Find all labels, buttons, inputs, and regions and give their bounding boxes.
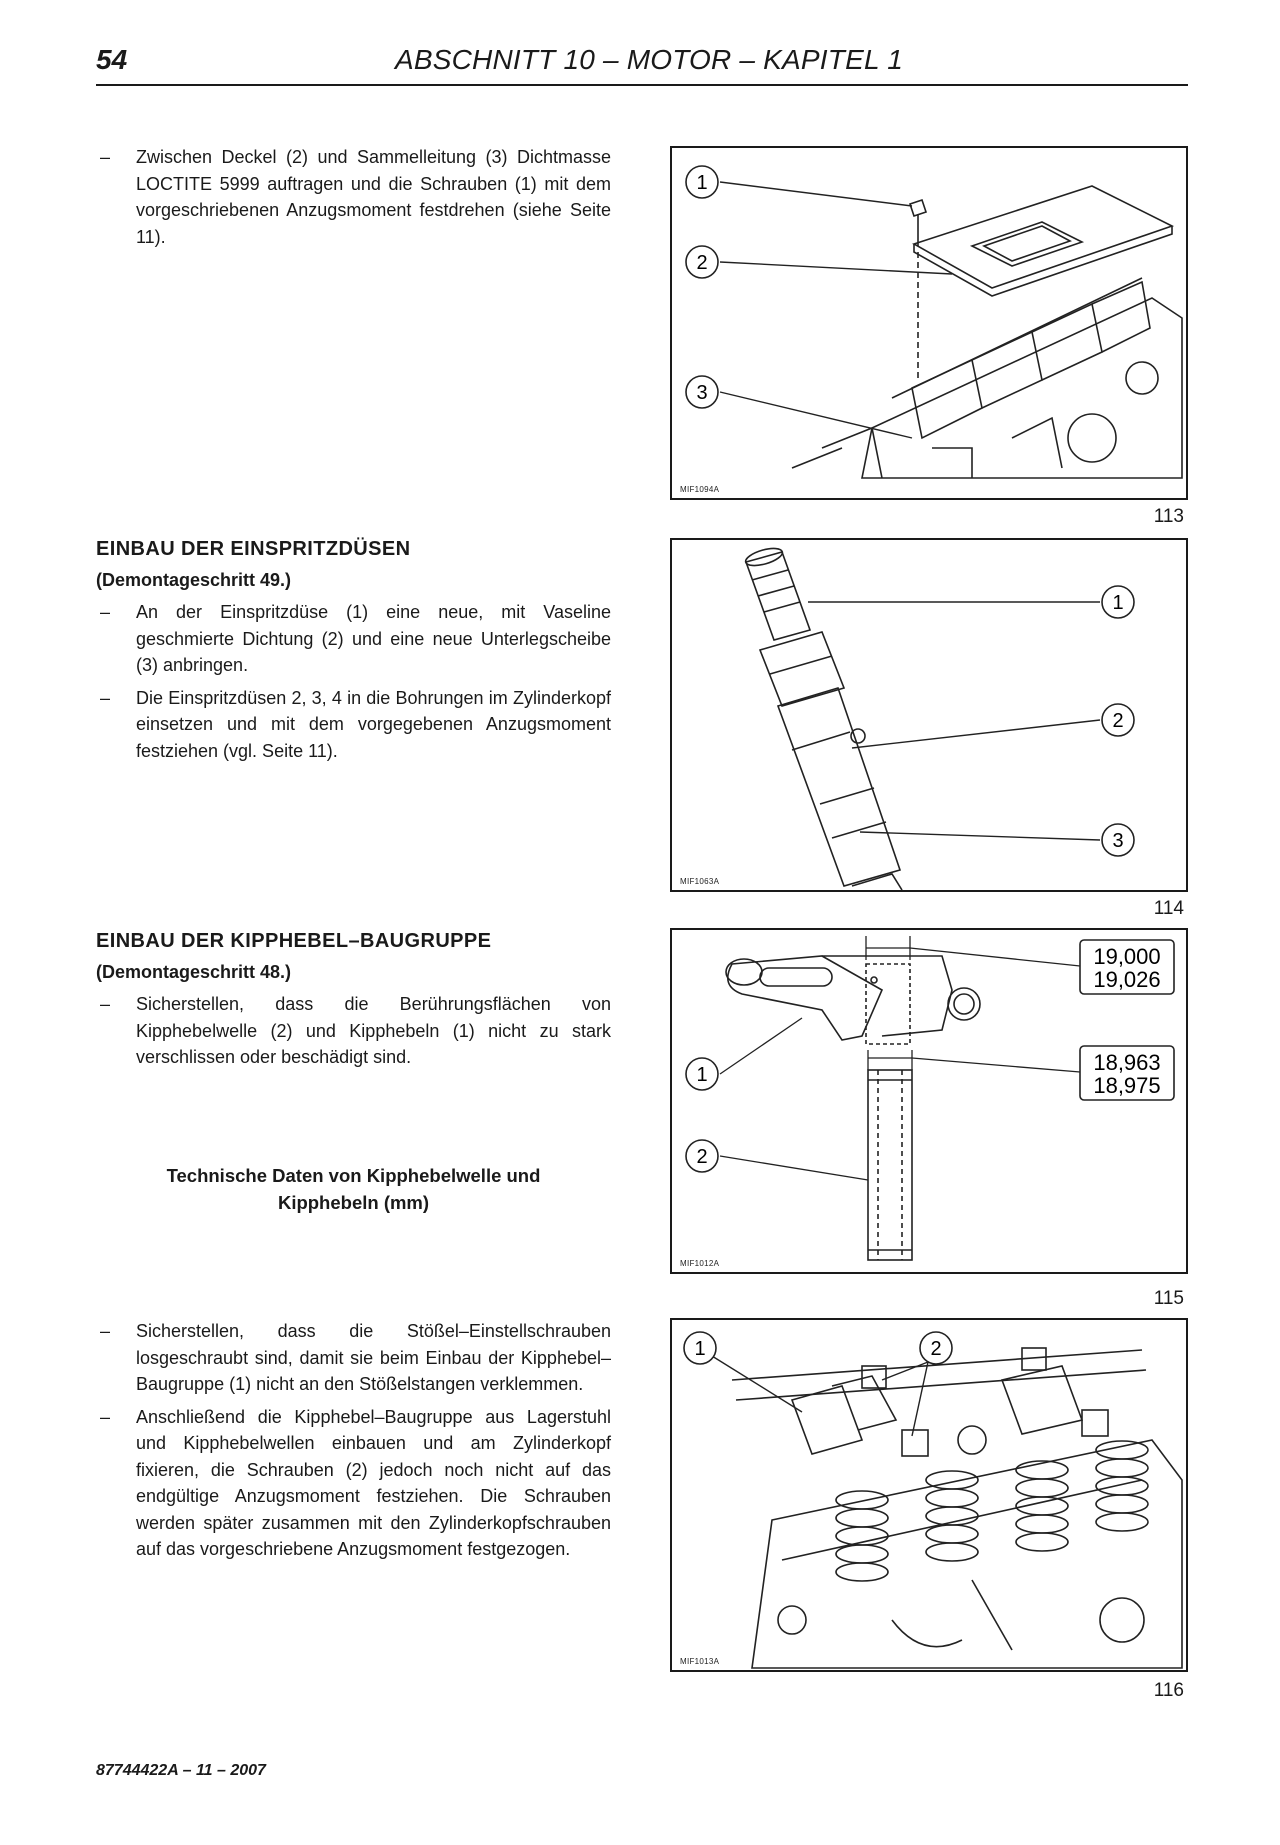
figure-cover-manifold	[670, 146, 1188, 500]
section-heading: EINBAU DER KIPPHEBEL–BAUGRUPPE	[96, 930, 492, 952]
rocker-assembly-illustration	[672, 1320, 1186, 1670]
figure-reference: MIF1013A	[680, 1657, 720, 1666]
instruction-item: – Anschließend die Kipphebel–Baugruppe aus Lagerstuhl und Kipphebelwellen einbauen und am Zylinderkopf fixieren, die Schrauben (2) jedoch noch nicht auf das endgültige Anzugsmoment festziehen. Die Schrauben werden später zusammen mit den Zylinderkopfschrauben auf das vorgeschriebene Anzugsmoment festgezogen.	[100, 1406, 611, 1559]
callout-2	[686, 246, 718, 278]
figure-number: 113	[1153, 506, 1184, 527]
section-cover-text	[96, 144, 611, 256]
callout-3	[1102, 824, 1134, 856]
svg-text:1: 1	[1112, 592, 1124, 614]
section-subheading: (Demontageschritt 48.)	[96, 961, 292, 982]
svg-text:3: 3	[1112, 830, 1124, 852]
figure-reference: MIF1012A	[680, 1259, 720, 1268]
section-assembly-text	[96, 1318, 611, 1569]
callout-1	[686, 166, 718, 198]
figure-number: 116	[1153, 1680, 1184, 1701]
header-rule	[96, 84, 1188, 86]
page-header-title: ABSCHNITT 10 – MOTOR – KAPITEL 1	[395, 44, 903, 75]
svg-text:1: 1	[694, 1338, 706, 1360]
instruction-item: – Zwischen Deckel (2) und Sammelleitung (3) Dichtmasse LOCTITE 5999 auftragen und die Schrauben (1) mit dem vorgeschriebenen Anzugsmoment festdrehen (siehe Seite 11).	[100, 147, 611, 247]
svg-text:2: 2	[696, 252, 708, 274]
shaft-dimension-box	[1080, 1046, 1174, 1100]
callout-3	[686, 376, 718, 408]
page-number: 54	[96, 44, 128, 75]
figure-rocker-shaft	[670, 928, 1188, 1274]
section-heading: EINBAU DER EINSPRITZDÜSEN	[96, 538, 411, 560]
instruction-item: – Die Einspritzdüsen 2, 3, 4 in die Bohrungen im Zylinderkopf einsetzen und mit dem vorgegebenen Anzugsmoment festziehen (vgl. Seite 11).	[100, 687, 611, 761]
callout-2	[1102, 704, 1134, 736]
figure-reference: MIF1063A	[680, 877, 720, 886]
instruction-item: – An der Einspritzdüse (1) eine neue, mit Vaseline geschmierte Dichtung (2) und eine neue Unterlegscheibe (3) anbringen.	[100, 602, 611, 675]
callout-2	[920, 1332, 952, 1364]
callout-1	[1102, 586, 1134, 618]
svg-text:2: 2	[1112, 710, 1124, 732]
svg-text:18,975: 18,975	[1093, 1073, 1161, 1098]
svg-text:19,026: 19,026	[1093, 967, 1161, 992]
rocker-shaft-illustration	[672, 930, 1186, 1272]
figure-reference: MIF1094A	[680, 485, 720, 494]
svg-text:3: 3	[696, 382, 708, 404]
bore-dimension-box	[1080, 940, 1174, 994]
svg-text:1: 1	[696, 1064, 708, 1086]
svg-text:2: 2	[930, 1338, 942, 1360]
injector-illustration	[672, 540, 1186, 890]
figure-number: 114	[1153, 898, 1184, 919]
instruction-item: – Sicherstellen, dass die Stößel–Einstellschrauben losgeschraubt sind, damit sie beim Einbau der Kipphebel–Baugruppe (1) nicht an den Stößelstangen verklemmen.	[100, 1321, 611, 1394]
figure-injector	[670, 538, 1188, 892]
svg-text:2: 2	[696, 1146, 708, 1168]
svg-text:19,000: 19,000	[1093, 944, 1161, 969]
cover-manifold-illustration	[672, 148, 1186, 498]
svg-text:18,963: 18,963	[1093, 1050, 1161, 1075]
callout-1	[684, 1332, 716, 1364]
svg-text:1: 1	[696, 172, 708, 194]
callout-2	[686, 1140, 718, 1172]
tech-data-title: Technische Daten von Kipphebelwelle und Kipphebeln (mm)	[166, 1165, 541, 1213]
instruction-item: – Sicherstellen, dass die Berührungsflächen von Kipphebelwelle (2) und Kipphebeln (1) nicht zu stark verschlissen oder beschädigt sind.	[100, 994, 611, 1067]
figure-rocker-assembly	[670, 1318, 1188, 1672]
callout-1	[686, 1058, 718, 1090]
section-subheading: (Demontageschritt 49.)	[96, 569, 292, 590]
section-rocker-text	[96, 928, 611, 1077]
footer-doc-ref: 87744422A – 11 – 2007	[96, 1762, 266, 1779]
section-injectors-text	[96, 536, 611, 770]
figure-number: 115	[1153, 1288, 1184, 1309]
